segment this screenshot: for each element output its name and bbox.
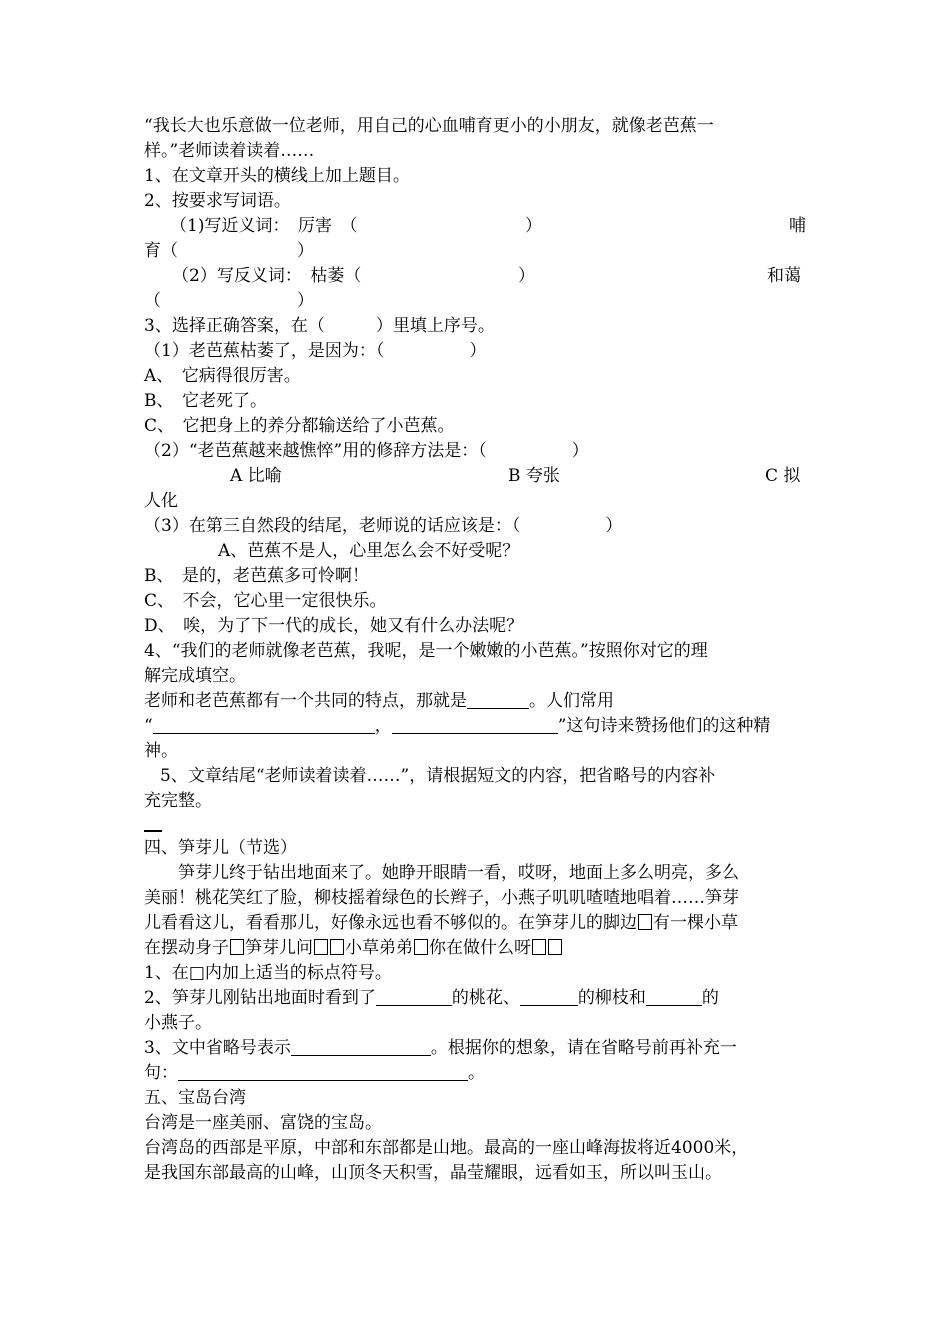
passage-line: 美丽！桃花笑红了脸，柳枝摇着绿色的长辫子，小燕子叽叽喳喳地唱着……笋芽 bbox=[144, 888, 739, 908]
answer-blank[interactable] bbox=[646, 987, 702, 1006]
question-3-1: （1）老芭蕉枯萎了，是因为：（ ） bbox=[144, 341, 487, 361]
antonym-prompt: （2）写反义词： 枯萎（ bbox=[172, 266, 362, 286]
passage-line: 笋芽儿终于钻出地面来了。她睁开眼睛一看，哎呀，地面上多么明亮，多么 bbox=[178, 863, 739, 883]
question-1: 1、在□内加上适当的标点符号。 bbox=[144, 963, 392, 983]
punctuation-box[interactable] bbox=[414, 939, 428, 955]
answer-blank[interactable] bbox=[392, 715, 558, 734]
question-4-cont: 解完成填空。 bbox=[144, 666, 246, 686]
synonym-prompt-2-cont: 育（ ） bbox=[144, 241, 314, 261]
section-4-heading: 四、笋芽儿（节选） bbox=[144, 838, 297, 858]
passage-line: “我长大也乐意做一位老师，用自己的心血哺育更小的小朋友，就像老芭蕉一 bbox=[144, 116, 714, 136]
option-b: B 夸张 bbox=[508, 466, 560, 486]
antonym-prompt-2-cont: （ ） bbox=[144, 291, 314, 311]
question-4-poem: “ ， ”这句诗来赞扬他们的这种精 bbox=[144, 716, 771, 736]
punctuation-box[interactable] bbox=[638, 914, 652, 930]
passage-line: 是我国东部最高的山峰，山顶冬天积雪，晶莹耀眼，远看如玉，所以叫玉山。 bbox=[144, 1163, 722, 1183]
option-d: D、 唉，为了下一代的成长，她又有什么办法呢？ bbox=[144, 616, 524, 636]
option-a: A、芭蕉不是人，心里怎么会不好受呢？ bbox=[218, 541, 520, 561]
question-4-fill: 老师和老芭蕉都有一个共同的特点，那就是 。人们常用 bbox=[144, 691, 614, 711]
question-4-end: 神。 bbox=[144, 741, 178, 761]
synonym-prompt: （1)写近义词： 厉害 （ bbox=[170, 216, 358, 236]
passage-line: 台湾岛的西部是平原，中部和东部都是山地。最高的一座山峰海拔将近4000米， bbox=[144, 1138, 749, 1158]
answer-blank[interactable] bbox=[520, 987, 578, 1006]
punctuation-box[interactable] bbox=[314, 939, 328, 955]
answer-blank[interactable] bbox=[153, 715, 375, 734]
question-4: 4、“我们的老师就像老芭蕉，我呢，是一个嫩嫩的小芭蕉。”按照你对它的理 bbox=[144, 641, 708, 661]
passage-line: 儿看看这儿，看看那儿，好像永远也看不够似的。在笋芽儿的脚边 有一棵小草 bbox=[144, 913, 738, 933]
option-b: B、 它老死了。 bbox=[144, 391, 267, 411]
question-1: 1、在文章开头的横线上加上题目。 bbox=[144, 166, 410, 186]
question-3-cont: 句： 。 bbox=[144, 1063, 485, 1083]
passage-line: 在摆动身子 笋芽儿问 小草弟弟 你在做什么呀 bbox=[144, 936, 563, 960]
question-3-2: （2）“老芭蕉越来越憔悴”用的修辞方法是：（ ） bbox=[144, 441, 589, 461]
question-5-cont: 充完整。 bbox=[144, 791, 212, 811]
punctuation-box[interactable] bbox=[548, 939, 562, 955]
punctuation-box[interactable] bbox=[230, 939, 244, 955]
synonym-paren-close: ） bbox=[525, 216, 542, 236]
question-3: 3、选择正确答案，在（ ）里填上序号。 bbox=[144, 316, 495, 336]
option-a: A 比喻 bbox=[230, 466, 282, 486]
option-c: C、 它把身上的养分都输送给了小芭蕉。 bbox=[144, 416, 455, 436]
question-2: 2、笋芽儿刚钻出地面时看到了 的桃花、 的柳枝和 的 bbox=[144, 988, 719, 1008]
answer-blank[interactable] bbox=[467, 690, 529, 709]
section-divider bbox=[144, 830, 162, 832]
answer-blank[interactable] bbox=[178, 1062, 468, 1081]
option-c: C、 不会，它心里一定很快乐。 bbox=[144, 591, 387, 611]
antonym-paren-close: ） bbox=[518, 266, 535, 286]
punctuation-box[interactable] bbox=[330, 939, 344, 955]
synonym-prompt-2: 哺 bbox=[789, 216, 806, 236]
section-5-heading: 五、宝岛台湾 bbox=[144, 1088, 246, 1108]
question-3: 3、文中省略号表示 。根据你的想象，请在省略号前再补充一 bbox=[144, 1038, 737, 1058]
question-3-3: （3）在第三自然段的结尾，老师说的话应该是：（ ） bbox=[144, 516, 623, 536]
answer-blank[interactable] bbox=[376, 987, 452, 1006]
question-2: 2、按要求写词语。 bbox=[144, 191, 291, 211]
passage-line: 台湾是一座美丽、富饶的宝岛。 bbox=[144, 1113, 382, 1133]
passage-line: 样。”老师读着读着…… bbox=[144, 141, 315, 161]
option-c-cont: 人化 bbox=[144, 491, 178, 511]
option-b: B、 是的，老芭蕉多可怜啊！ bbox=[144, 566, 369, 586]
question-5: 5、文章结尾“老师读着读着……”，请根据短文的内容，把省略号的内容补 bbox=[160, 766, 716, 786]
option-c: C 拟 bbox=[765, 466, 801, 486]
question-2-cont: 小燕子。 bbox=[144, 1013, 212, 1033]
antonym-prompt-2: 和蔼 bbox=[767, 266, 801, 286]
option-a: A、 它病得很厉害。 bbox=[144, 366, 301, 386]
answer-blank[interactable] bbox=[291, 1037, 431, 1056]
punctuation-box[interactable] bbox=[532, 939, 546, 955]
